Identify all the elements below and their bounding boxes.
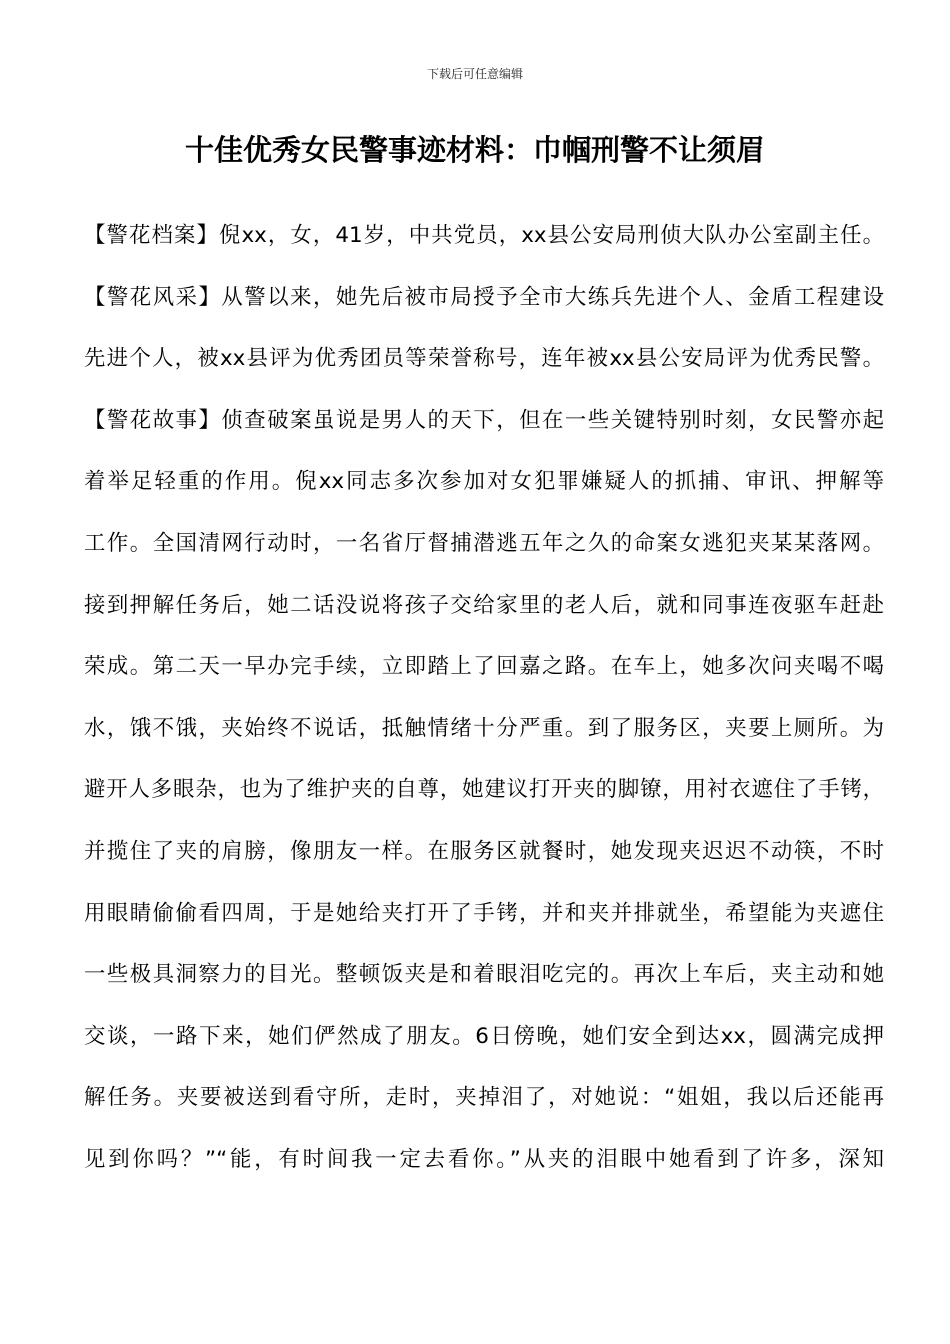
body-line: 交谈，一路下来，她们俨然成了朋友。6日傍晚，她们安全到达xx，圆满完成押 [84, 1023, 884, 1049]
document-title: 十佳优秀女民警事迹材料：巾帼刑警不让须眉 [184, 133, 765, 167]
body-line: 【警花风采】从警以来，她先后被市局授予全市大练兵先进个人、金盾工程建设 [84, 284, 884, 310]
document-body [84, 216, 884, 1202]
body-line: 水，饿不饿，夹始终不说话，抵触情绪十分严重。到了服务区，夹要上厕所。为 [84, 715, 884, 741]
body-line: 见到你吗？”“能，有时间我一定去看你。”从夹的泪眼中她看到了许多，深知 [84, 1146, 884, 1172]
body-line: 【警花故事】侦查破案虽说是男人的天下，但在一些关键特别时刻，女民警亦起 [84, 407, 884, 433]
body-line: 荣成。第二天一早办完手续，立即踏上了回嘉之路。在车上，她多次问夹喝不喝 [84, 654, 884, 680]
body-line: 【警花档案】倪xx，女，41岁，中共党员，xx县公安局刑侦大队办公室副主任。 [84, 223, 884, 248]
body-line: 接到押解任务后，她二话没说将孩子交给家里的老人后，就和同事连夜驱车赶赴 [84, 592, 884, 618]
body-line: 避开人多眼杂，也为了维护夹的自尊，她建议打开夹的脚镣，用衬衣遮住了手铐， [84, 777, 884, 803]
body-line: 工作。全国清网行动时，一名省厅督捕潜逃五年之久的命案女逃犯夹某某落网。 [84, 530, 884, 556]
body-line: 一些极具洞察力的目光。整顿饭夹是和着眼泪吃完的。再次上车后，夹主动和她 [84, 962, 884, 988]
header-note: 下载后可任意编辑 [426, 67, 523, 81]
body-line: 并揽住了夹的肩膀，像朋友一样。在服务区就餐时，她发现夹迟迟不动筷，不时 [84, 838, 884, 864]
body-line: 着举足轻重的作用。倪xx同志多次参加对女犯罪嫌疑人的抓捕、审讯、押解等 [84, 469, 884, 495]
body-line: 解任务。夹要被送到看守所，走时，夹掉泪了，对她说：“姐姐，我以后还能再 [84, 1085, 884, 1111]
body-line: 先进个人，被xx县评为优秀团员等荣誉称号，连年被xx县公安局评为优秀民警。 [84, 346, 884, 372]
body-line: 用眼睛偷偷看四周，于是她给夹打开了手铐，并和夹并排就坐，希望能为夹遮住 [84, 900, 884, 926]
